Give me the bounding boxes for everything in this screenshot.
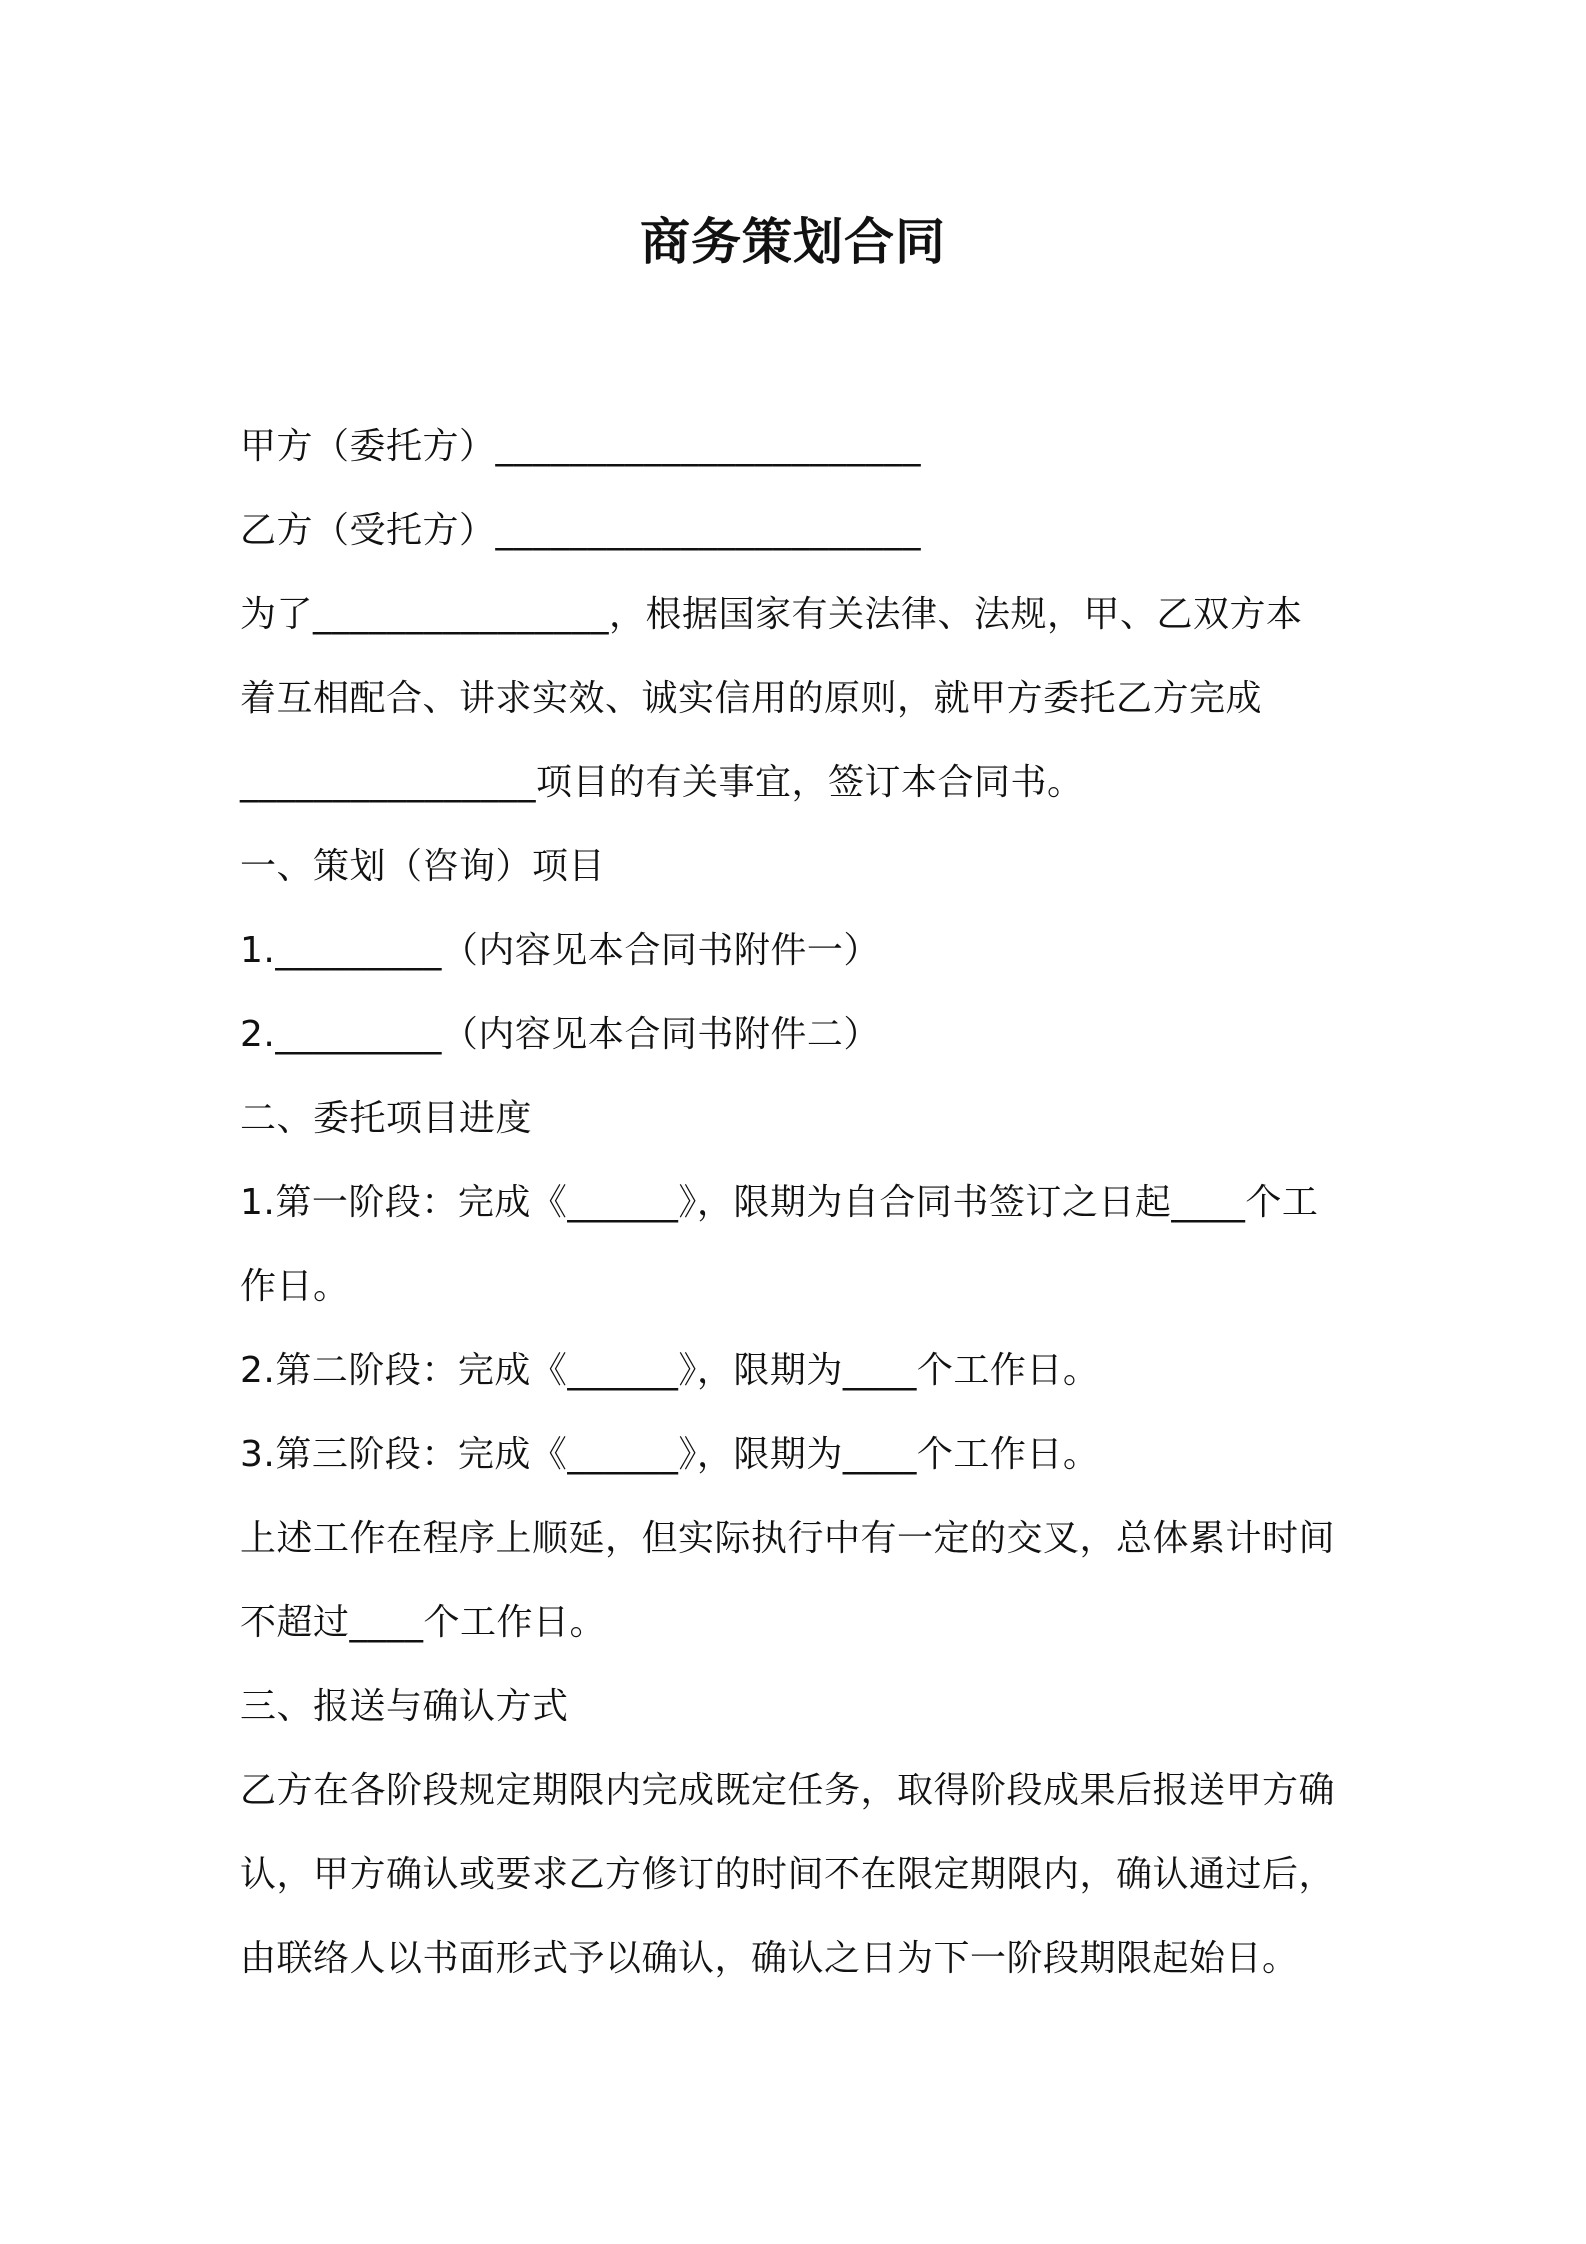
preamble-line-3: ________________项目的有关事宜，签订本合同书。	[240, 762, 1084, 803]
stage-1-line-1: 1.第一阶段：完成《______》，限期为自合同书签订之日起____个工	[240, 1182, 1319, 1223]
section-2-heading: 二、委托项目进度	[240, 1098, 533, 1139]
stage-2-line: 2.第二阶段：完成《______》，限期为____个工作日。	[240, 1350, 1100, 1391]
schedule-note-line-2: 不超过____个工作日。	[240, 1602, 607, 1643]
project-item-2: 2._________（内容见本合同书附件二）	[240, 1014, 880, 1055]
section-1-heading: 一、策划（咨询）项目	[240, 846, 606, 887]
confirmation-line-1: 乙方在各阶段规定期限内完成既定任务，取得阶段成果后报送甲方确	[240, 1770, 1336, 1811]
preamble-line-1: 为了________________，根据国家有关法律、法规，甲、乙双方本	[240, 594, 1303, 635]
party-b-line: 乙方（受托方）_______________________	[240, 510, 922, 551]
contract-body	[240, 405, 1360, 2001]
stage-1-line-2: 作日。	[240, 1266, 350, 1307]
preamble-line-2: 着互相配合、讲求实效、诚实信用的原则，就甲方委托乙方完成	[240, 678, 1263, 719]
schedule-note-line-1: 上述工作在程序上顺延，但实际执行中有一定的交叉，总体累计时间	[240, 1518, 1336, 1559]
confirmation-line-3: 由联络人以书面形式予以确认，确认之日为下一阶段期限起始日。	[240, 1938, 1299, 1979]
stage-3-line: 3.第三阶段：完成《______》，限期为____个工作日。	[240, 1434, 1100, 1475]
document-title: 商务策划合同	[640, 213, 946, 271]
section-3-heading: 三、报送与确认方式	[240, 1686, 569, 1727]
party-a-line: 甲方（委托方）_______________________	[240, 426, 922, 467]
project-item-1: 1._________（内容见本合同书附件一）	[240, 930, 880, 971]
confirmation-line-2: 认，甲方确认或要求乙方修订的时间不在限定期限内，确认通过后，	[240, 1854, 1336, 1895]
